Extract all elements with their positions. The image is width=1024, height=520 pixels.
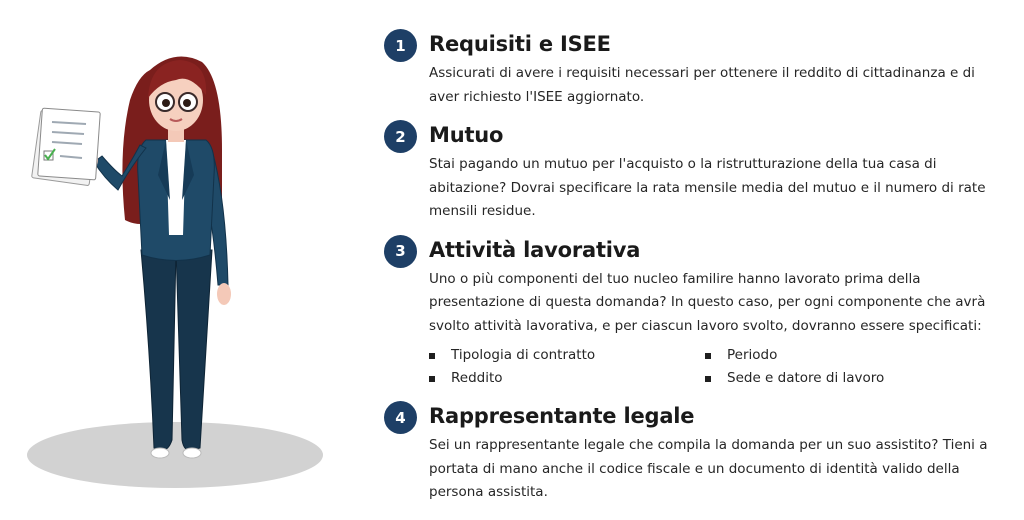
- step-description: Stai pagando un mutuo per l'acquisto o la ristrutturazione della tua casa di abitazione? Dovrai specificare la rata mensile media del mutuo e il numero di rate mensili residue.: [429, 156, 986, 219]
- list-item: Tipologia di contratto: [429, 344, 705, 367]
- floor-shadow: [27, 422, 323, 488]
- step-title: Requisiti e ISEE: [429, 32, 611, 56]
- steps-list: [384, 27, 1004, 505]
- documents-icon: [32, 108, 101, 186]
- step-description: Uno o più componenti del tuo nucleo familire hanno lavorato prima della presentazione di questa domanda? In questo caso, per ogni componente che avrà svolto attività lavorativa, e per ciascun lavoro svolto, dovranno essere specificati:: [429, 270, 986, 334]
- step-number-badge: 4: [384, 401, 417, 434]
- list-item: Reddito: [429, 367, 705, 390]
- list-item: Periodo: [705, 344, 965, 367]
- woman-holding-documents-illustration: [0, 0, 360, 516]
- step-number-badge: 2: [384, 120, 417, 153]
- step-3: [384, 233, 1004, 391]
- step-4: [384, 399, 1004, 505]
- step-description: Sei un rappresentante legale che compila la domanda per un suo assistito? Tieni a portata di mano anche il codice fiscale e un documento di identità valido della persona assistita.: [429, 437, 988, 500]
- step-title: Mutuo: [429, 123, 504, 147]
- requirements-list: [429, 344, 1004, 390]
- woman-illustration: [0, 0, 360, 516]
- step-number-badge: 3: [384, 235, 417, 268]
- step-number-badge: 1: [384, 29, 417, 62]
- step-2: [384, 118, 1004, 224]
- step-1: [384, 27, 1004, 109]
- step-title: Rappresentante legale: [429, 404, 695, 428]
- list-item: Sede e datore di lavoro: [705, 367, 965, 390]
- step-title: Attività lavorativa: [429, 237, 641, 262]
- step-description: Assicurati di avere i requisiti necessari per ottenere il reddito di cittadinanza e di aver richiesto l'ISEE aggiornato.: [429, 65, 975, 105]
